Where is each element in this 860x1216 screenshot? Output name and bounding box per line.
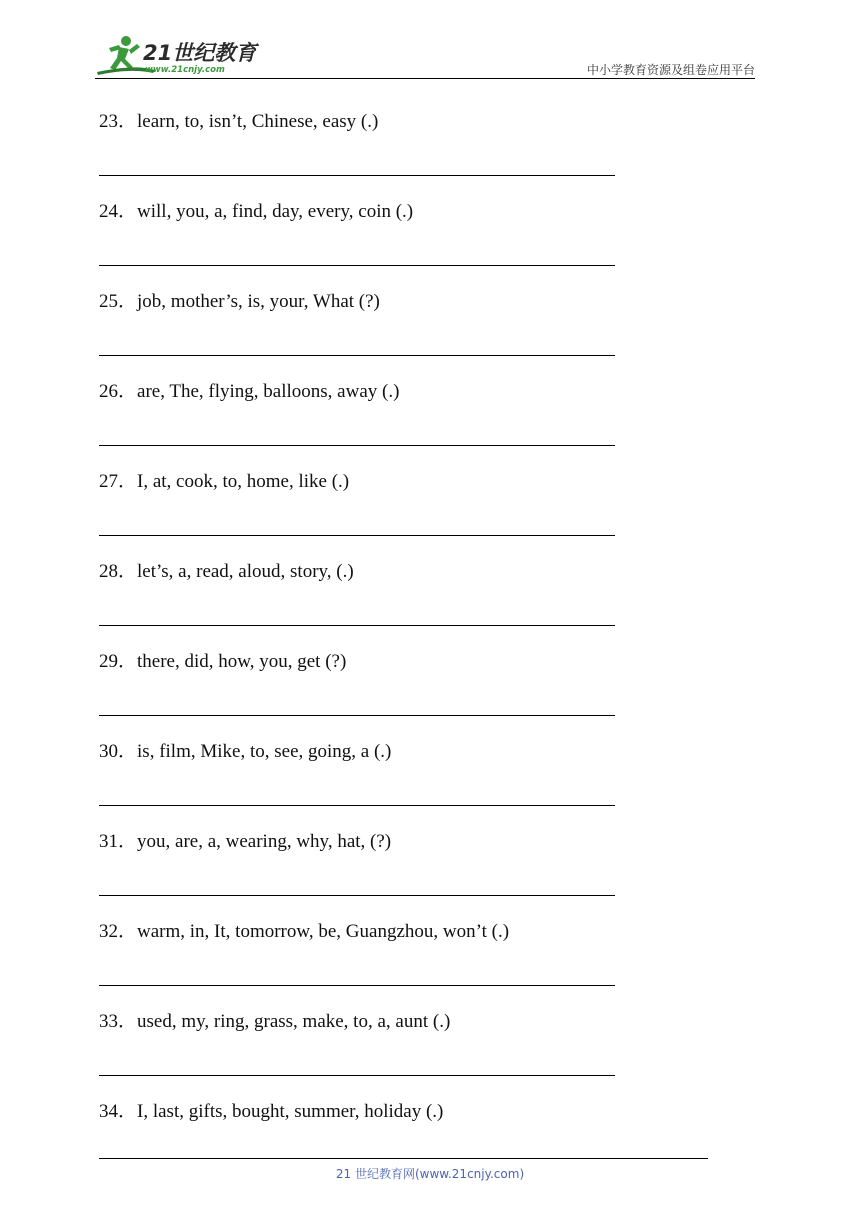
- question-separator: ．: [118, 201, 138, 222]
- question-text: [99, 920, 509, 944]
- question-item: [99, 1008, 639, 1098]
- question-text: [99, 650, 346, 674]
- question-item: [99, 558, 639, 648]
- question-separator: ．: [118, 111, 138, 132]
- question-number: 24: [99, 201, 118, 222]
- question-words: are, The, flying, balloons, away (.): [137, 381, 400, 402]
- question-number: 28: [99, 561, 118, 582]
- question-item: [99, 918, 639, 1008]
- question-number: 31: [99, 831, 118, 852]
- question-separator: ．: [118, 291, 138, 312]
- question-separator: ．: [118, 1011, 138, 1032]
- question-words: will, you, a, find, day, every, coin (.): [137, 201, 414, 222]
- page-header: [95, 34, 755, 78]
- question-text: [99, 1100, 443, 1124]
- question-item: [99, 738, 639, 828]
- header-divider: [95, 78, 755, 79]
- footer-text: 21 世纪教育网(www.21cnjy.com): [335, 1167, 525, 1181]
- question-text: [99, 830, 391, 854]
- answer-line[interactable]: [99, 805, 615, 806]
- question-number: 33: [99, 1011, 118, 1032]
- question-number: 32: [99, 921, 118, 942]
- answer-line[interactable]: [99, 715, 615, 716]
- question-number: 26: [99, 381, 118, 402]
- question-words: let’s, a, read, aloud, story, (.): [137, 561, 354, 582]
- question-item: [99, 648, 639, 738]
- svg-text:21世纪教育: 21世纪教育: [143, 41, 257, 65]
- question-separator: ．: [118, 561, 138, 582]
- answer-line[interactable]: [99, 355, 615, 356]
- question-words: is, film, Mike, to, see, going, a (.): [137, 741, 392, 762]
- question-words: there, did, how, you, get (?): [137, 651, 347, 672]
- question-number: 27: [99, 471, 118, 492]
- question-text: [99, 380, 399, 404]
- logo-21cnjy: [95, 34, 260, 76]
- question-words: job, mother’s, is, your, What (?): [137, 291, 380, 312]
- question-item: [99, 288, 639, 378]
- header-platform-text: 中小学教育资源及组卷应用平台: [586, 63, 755, 77]
- svg-text:www.21cnjy.com: www.21cnjy.com: [145, 65, 225, 75]
- question-item: [99, 108, 639, 198]
- question-words: you, are, a, wearing, why, hat, (?): [137, 831, 392, 852]
- question-number: 34: [99, 1101, 118, 1122]
- question-item: [99, 198, 639, 288]
- question-separator: ．: [118, 741, 138, 762]
- question-separator: ．: [118, 471, 138, 492]
- answer-line[interactable]: [99, 895, 615, 896]
- question-number: 23: [99, 111, 118, 132]
- question-number: 29: [99, 651, 118, 672]
- question-separator: ．: [118, 381, 138, 402]
- question-separator: ．: [118, 831, 138, 852]
- answer-line[interactable]: [99, 445, 615, 446]
- question-item: [99, 828, 639, 918]
- question-number: 30: [99, 741, 118, 762]
- question-separator: ．: [118, 651, 138, 672]
- question-list: [99, 108, 639, 1188]
- answer-line[interactable]: [99, 535, 615, 536]
- question-item: [99, 378, 639, 468]
- question-number: 25: [99, 291, 118, 312]
- question-text: [99, 1010, 450, 1034]
- question-words: I, at, cook, to, home, like (.): [137, 471, 350, 492]
- question-words: learn, to, isn’t, Chinese, easy (.): [137, 111, 379, 132]
- answer-line[interactable]: [99, 625, 615, 626]
- question-text: [99, 290, 380, 314]
- question-text: [99, 200, 413, 224]
- question-separator: ．: [118, 1101, 138, 1122]
- question-item: [99, 468, 639, 558]
- answer-line[interactable]: [99, 265, 615, 266]
- answer-line[interactable]: [99, 985, 615, 986]
- question-words: warm, in, It, tomorrow, be, Guangzhou, won’t (.): [137, 921, 510, 942]
- question-words: I, last, gifts, bought, summer, holiday (.): [137, 1101, 444, 1122]
- question-text: [99, 560, 354, 584]
- question-text: [99, 110, 378, 134]
- question-words: used, my, ring, grass, make, to, a, aunt (.): [137, 1011, 451, 1032]
- question-separator: ．: [118, 921, 138, 942]
- answer-line[interactable]: [99, 1075, 615, 1076]
- question-text: [99, 740, 391, 764]
- answer-line[interactable]: [99, 175, 615, 176]
- footer-divider: [99, 1158, 708, 1159]
- question-text: [99, 470, 349, 494]
